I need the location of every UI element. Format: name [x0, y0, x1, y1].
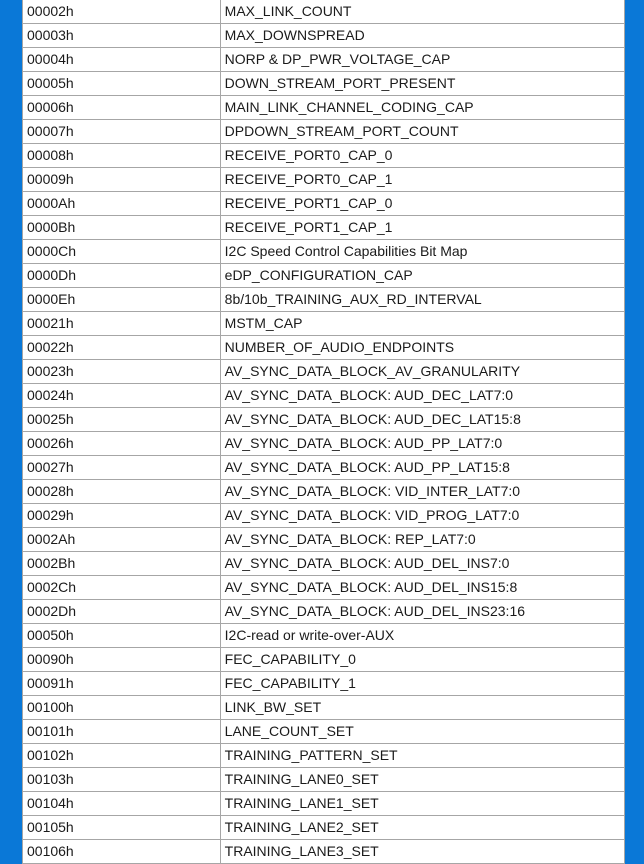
register-address-cell: 00028h: [23, 480, 221, 504]
table-row: [23, 0, 625, 24]
register-address-cell: 00004h: [23, 48, 221, 72]
register-address-cell: 0002Bh: [23, 552, 221, 576]
table-row: [23, 624, 625, 648]
register-name-cell: AV_SYNC_DATA_BLOCK: AUD_DEL_INS7:0: [220, 552, 624, 576]
register-address-cell: 00005h: [23, 72, 221, 96]
register-name-cell: MAIN_LINK_CHANNEL_CODING_CAP: [220, 96, 624, 120]
register-address-cell: 00106h: [23, 840, 221, 864]
register-address-cell: 00021h: [23, 312, 221, 336]
table-row: [23, 216, 625, 240]
register-address-cell: 00023h: [23, 360, 221, 384]
table-row: [23, 792, 625, 816]
register-name-cell: AV_SYNC_DATA_BLOCK: AUD_DEL_INS15:8: [220, 576, 624, 600]
table-row: [23, 168, 625, 192]
table-row: [23, 744, 625, 768]
register-name-cell: TRAINING_LANE3_SET: [220, 840, 624, 864]
register-name-cell: eDP_CONFIGURATION_CAP: [220, 264, 624, 288]
register-name-cell: NORP & DP_PWR_VOLTAGE_CAP: [220, 48, 624, 72]
register-address-cell: 00105h: [23, 816, 221, 840]
register-name-cell: 8b/10b_TRAINING_AUX_RD_INTERVAL: [220, 288, 624, 312]
register-name-cell: MSTM_CAP: [220, 312, 624, 336]
register-name-cell: LANE_COUNT_SET: [220, 720, 624, 744]
register-address-cell: 00009h: [23, 168, 221, 192]
register-name-cell: DOWN_STREAM_PORT_PRESENT: [220, 72, 624, 96]
register-address-cell: 00026h: [23, 432, 221, 456]
register-name-cell: RECEIVE_PORT0_CAP_0: [220, 144, 624, 168]
register-address-cell: 0002Dh: [23, 600, 221, 624]
register-name-cell: LINK_BW_SET: [220, 696, 624, 720]
register-name-cell: DPDOWN_STREAM_PORT_COUNT: [220, 120, 624, 144]
table-row: [23, 408, 625, 432]
register-name-cell: RECEIVE_PORT1_CAP_1: [220, 216, 624, 240]
register-name-cell: AV_SYNC_DATA_BLOCK: AUD_DEL_INS23:16: [220, 600, 624, 624]
table-row: [23, 360, 625, 384]
register-name-cell: MAX_LINK_COUNT: [220, 0, 624, 24]
table-row: [23, 696, 625, 720]
register-address-cell: 00003h: [23, 24, 221, 48]
register-address-cell: 0000Dh: [23, 264, 221, 288]
register-address-cell: 0000Eh: [23, 288, 221, 312]
table-row: [23, 192, 625, 216]
register-address-cell: 00102h: [23, 744, 221, 768]
register-address-cell: 0002Ah: [23, 528, 221, 552]
table-row: [23, 120, 625, 144]
table-row: [23, 240, 625, 264]
register-address-cell: 00100h: [23, 696, 221, 720]
register-table-body: [23, 0, 625, 864]
table-row: [23, 72, 625, 96]
register-address-cell: 0002Ch: [23, 576, 221, 600]
register-name-cell: TRAINING_LANE2_SET: [220, 816, 624, 840]
table-row: [23, 432, 625, 456]
table-row: [23, 456, 625, 480]
register-address-cell: 00103h: [23, 768, 221, 792]
table-row: [23, 336, 625, 360]
register-address-cell: 00006h: [23, 96, 221, 120]
register-address-cell: 00104h: [23, 792, 221, 816]
table-row: [23, 96, 625, 120]
register-address-cell: 00022h: [23, 336, 221, 360]
table-row: [23, 480, 625, 504]
register-table: [22, 0, 625, 864]
register-address-cell: 00027h: [23, 456, 221, 480]
register-name-cell: FEC_CAPABILITY_0: [220, 648, 624, 672]
register-name-cell: I2C-read or write-over-AUX: [220, 624, 624, 648]
register-address-cell: 00090h: [23, 648, 221, 672]
register-name-cell: TRAINING_LANE0_SET: [220, 768, 624, 792]
register-address-cell: 00008h: [23, 144, 221, 168]
register-name-cell: TRAINING_LANE1_SET: [220, 792, 624, 816]
table-row: [23, 144, 625, 168]
register-name-cell: AV_SYNC_DATA_BLOCK: AUD_PP_LAT7:0: [220, 432, 624, 456]
register-name-cell: AV_SYNC_DATA_BLOCK: VID_INTER_LAT7:0: [220, 480, 624, 504]
register-name-cell: AV_SYNC_DATA_BLOCK_AV_GRANULARITY: [220, 360, 624, 384]
table-row: [23, 384, 625, 408]
register-address-cell: 0000Ah: [23, 192, 221, 216]
register-address-cell: 00002h: [23, 0, 221, 24]
register-address-cell: 0000Bh: [23, 216, 221, 240]
register-name-cell: AV_SYNC_DATA_BLOCK: REP_LAT7:0: [220, 528, 624, 552]
table-row: [23, 552, 625, 576]
register-address-cell: 00050h: [23, 624, 221, 648]
register-name-cell: MAX_DOWNSPREAD: [220, 24, 624, 48]
register-name-cell: RECEIVE_PORT0_CAP_1: [220, 168, 624, 192]
table-row: [23, 288, 625, 312]
register-address-cell: 00101h: [23, 720, 221, 744]
table-row: [23, 768, 625, 792]
register-name-cell: TRAINING_PATTERN_SET: [220, 744, 624, 768]
table-row: [23, 264, 625, 288]
register-address-cell: 0000Ch: [23, 240, 221, 264]
table-row: [23, 720, 625, 744]
table-row: [23, 24, 625, 48]
register-name-cell: RECEIVE_PORT1_CAP_0: [220, 192, 624, 216]
table-row: [23, 504, 625, 528]
register-name-cell: AV_SYNC_DATA_BLOCK: AUD_PP_LAT15:8: [220, 456, 624, 480]
register-name-cell: I2C Speed Control Capabilities Bit Map: [220, 240, 624, 264]
register-address-cell: 00024h: [23, 384, 221, 408]
register-address-cell: 00029h: [23, 504, 221, 528]
table-row: [23, 648, 625, 672]
table-row: [23, 576, 625, 600]
table-row: [23, 528, 625, 552]
register-name-cell: NUMBER_OF_AUDIO_ENDPOINTS: [220, 336, 624, 360]
register-table-container: [22, 0, 625, 864]
table-row: [23, 840, 625, 864]
table-row: [23, 672, 625, 696]
register-address-cell: 00025h: [23, 408, 221, 432]
table-row: [23, 312, 625, 336]
register-name-cell: AV_SYNC_DATA_BLOCK: AUD_DEC_LAT7:0: [220, 384, 624, 408]
table-row: [23, 48, 625, 72]
register-address-cell: 00091h: [23, 672, 221, 696]
register-name-cell: FEC_CAPABILITY_1: [220, 672, 624, 696]
register-name-cell: AV_SYNC_DATA_BLOCK: VID_PROG_LAT7:0: [220, 504, 624, 528]
table-row: [23, 816, 625, 840]
register-address-cell: 00007h: [23, 120, 221, 144]
register-name-cell: AV_SYNC_DATA_BLOCK: AUD_DEC_LAT15:8: [220, 408, 624, 432]
table-row: [23, 600, 625, 624]
